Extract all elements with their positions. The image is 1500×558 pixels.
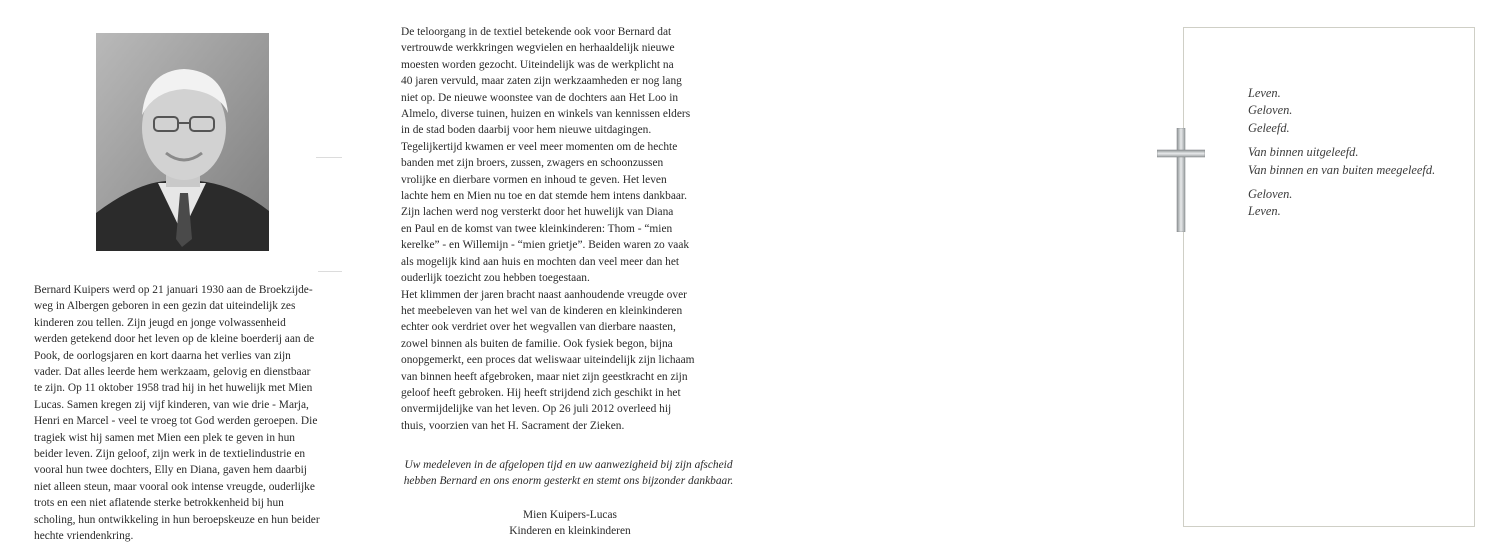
poem-stanza-1 [1248,85,1473,137]
life-story-text: De teloorgang in de textiel betekende ook voor Bernard dat vertrouwde werkkringen wegvielen en herhaaldelijk nieuwe moesten worden gezocht. Uiteindelijk was de werkplicht na 40 jaren vervuld, maar zaten zijn werkzaamheden er nog lang niet op. De nieuwe woonstee van de dochters aan Het Loo in Almelo, diverse tuinen, huizen en winkels van kennissen elders in de stad boden daarbij voor hem nieuwe uitdagingen. Tegelijkertijd kwamen er veel meer momenten om de hechte banden met zijn broers, zussen, zwagers en schoonzussen vrolijke en dierbare vormen en inhoud te geven. Het leven lachte hem en Mien nu toe en dat stemde hem intens dankbaar. Zijn lachen werd nog versterkt door het huwelijk van Diana en Paul en de komst van twee kleinkinderen: Thom - “mien kerelke” - en Willemijn - “mien grietje”. Beiden waren zo vaak als mogelijk kind aan huis en mochten dan veel meer dan het ouderlijk toezicht zou hebben toegestaan. Het klimmen der jaren bracht naast aanhoudende vreugde over het meebeleven van het wel van de kinderen en kleinkinderen echter ook verdriet over het wegvallen van dierbare naasten, zowel binnen als buiten de familie. Ook fysiek begon, bijna onopgemerkt, een proces dat weliswaar uiteindelijk zijn lichaam van binnen heeft afgebroken, maar niet zijn geestkracht en zijn geloof heeft gebroken. Hij heeft strijdend zich geschikt in het onvermijdelijke van het leven. Op 26 juli 2012 overleed hij thuis, voorzien van het H. Sacrament der Zieken. [401,26,695,432]
poem-line: Geloven. [1248,187,1293,202]
poem-stanza-3 [1248,186,1473,221]
portrait-image [96,33,269,251]
poem-line: Leven. [1248,204,1281,219]
poem-line: Geloven. [1248,103,1293,118]
signature-name: Mien Kuipers-Lucas [523,509,617,521]
poem-line: Van binnen en van buiten meegeleefd. [1248,162,1436,177]
poem-stanza-2 [1248,144,1473,179]
signature-family: Kinderen en kleinkinderen [509,525,631,538]
divider [318,271,342,272]
poem-line: Van binnen uitgeleefd. [1248,145,1359,160]
thank-you-quote: Uw medeleven in de afgelopen tijd en uw aanwezigheid bij zijn afscheid hebben Bernard en ons enorm gesterkt en stemt ons bijzonder dankbaar. [403,459,734,488]
signature [400,507,740,540]
divider [316,157,342,158]
cross-icon [1157,128,1205,237]
portrait-photo [96,33,269,251]
poem-line: Leven. [1248,86,1281,100]
biography-text: Bernard Kuipers werd op 21 januari 1930 aan de Broekzijde- weg in Albergen geboren in een gezin dat uiteindelijk zes kinderen zou tellen. Zijn jeugd en jonge volwassenheid werden getekend door het leven op de kleine boerderij aan de Pook, de oorlogsjaren en kort daarna het verlies van zijn vader. Dat alles leerde hem werkzaam, gelovig en dienstbaar te zijn. Op 11 oktober 1958 trad hij in het huwelijk met Mien Lucas. Samen kregen zij vijf kinderen, van wie drie - Marja, Henri en Marcel - veel te vroeg tot God werden geroepen. Die tragiek wist hij samen met Mien een plek te geven in hun beider leven. Zijn geloof, zijn werk in de textielindustrie en vooral hun twee dochters, Elly en Diana, gaven hem daarbij niet alleen steun, maar vooral ook intense vreugde, ouderlijke trots en een niet aflatende sterke betrokkenheid bij hun scholing, hun ontwikkeling in hun beroepskeuze en hun beider hechte vriendenkring. [34,284,320,543]
poem-line: Geleefd. [1248,120,1290,135]
poem [1248,85,1473,228]
